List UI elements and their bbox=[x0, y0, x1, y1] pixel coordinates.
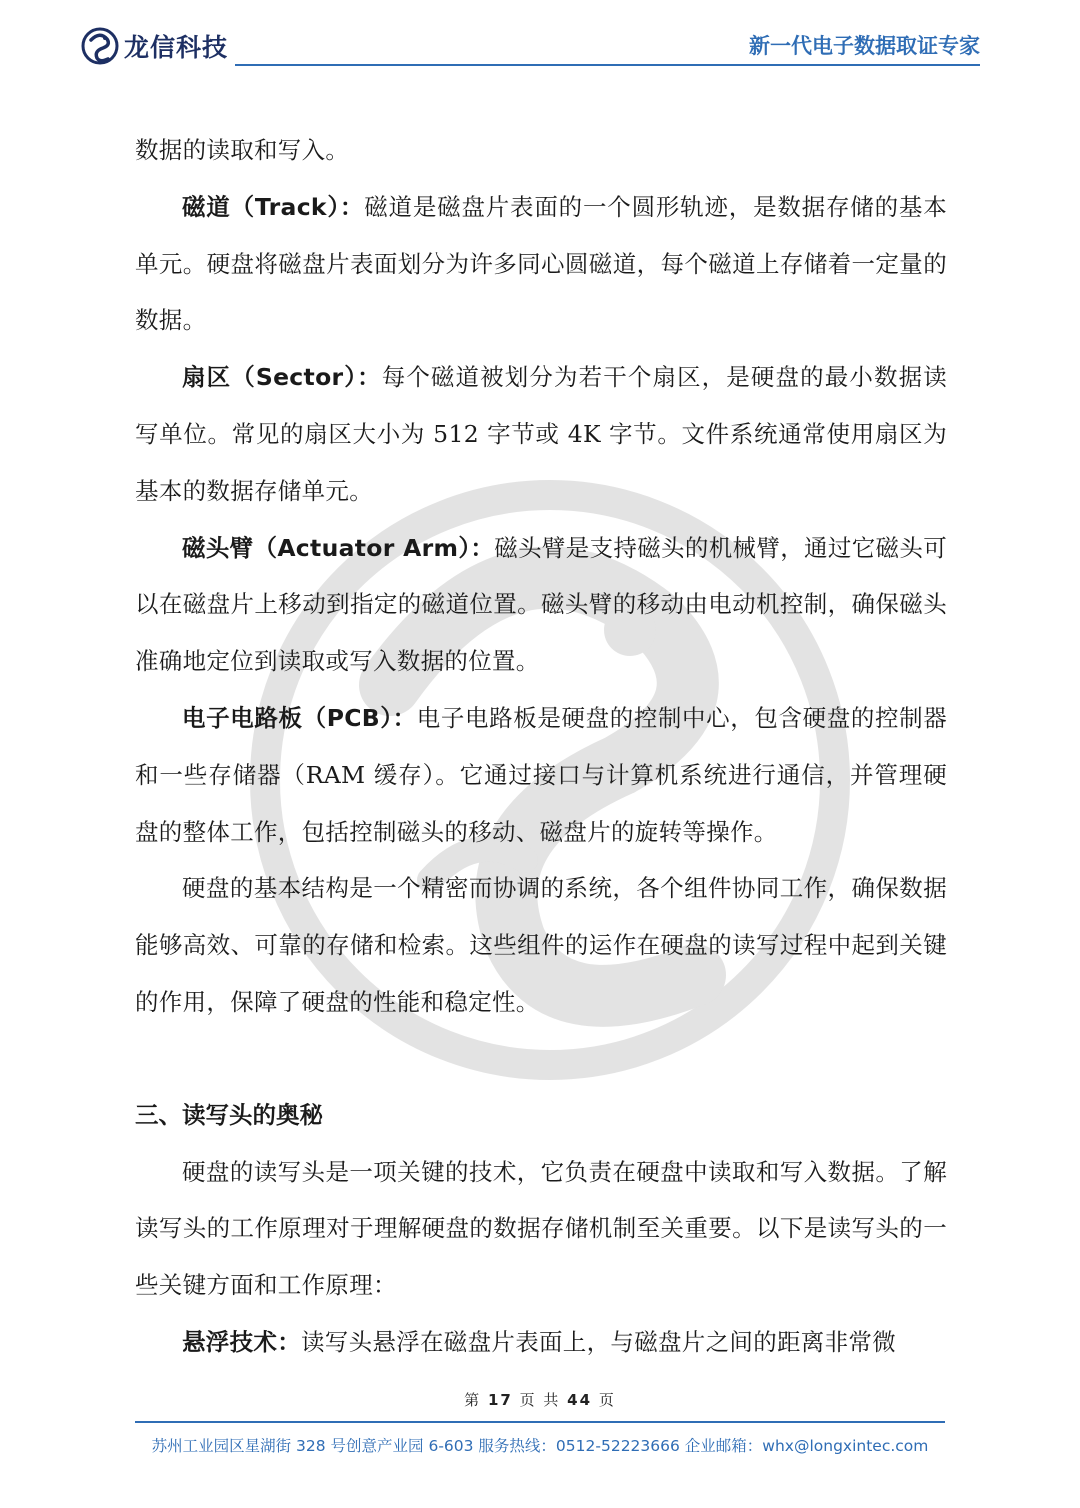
term-track: 磁道（Track）： bbox=[182, 192, 365, 221]
dragon-logo-icon bbox=[80, 26, 120, 66]
term-flying-technology: 悬浮技术： bbox=[182, 1327, 301, 1356]
page-number bbox=[0, 1389, 1080, 1410]
header-divider bbox=[235, 64, 980, 66]
paragraph-read-write-head: 硬盘的读写头是一项关键的技术，它负责在硬盘中读取和写入数据。了解读写头的工作原理对于理解硬盘的数据存储机制至关重要。以下是读写头的一些关键方面和工作原理： bbox=[135, 1157, 947, 1300]
document-body bbox=[135, 122, 947, 1371]
paragraph-flying-technology bbox=[135, 1314, 947, 1371]
company-logo-text: 龙信科技 bbox=[124, 33, 229, 62]
paragraph-pcb bbox=[135, 690, 947, 860]
paragraph-actuator-arm bbox=[135, 520, 947, 690]
page-middle: 页 共 bbox=[519, 1391, 561, 1409]
footer-contact: 苏州工业园区星湖街 328 号创意产业园 6-603 服务热线：0512-52223666 企业邮箱：whx@longxintec.com bbox=[151, 1437, 929, 1455]
term-sector: 扇区（Sector）： bbox=[182, 363, 382, 392]
page-header bbox=[80, 26, 980, 70]
definition-flying-technology: 读写头悬浮在磁盘片表面上，与磁盘片之间的距离非常微 bbox=[301, 1327, 896, 1356]
page-current: 17 bbox=[487, 1391, 513, 1409]
term-actuator-arm: 磁头臂（Actuator Arm）： bbox=[182, 533, 495, 562]
definition-pcb: 电子电路板是硬盘的控制中心，包含硬盘的控制器和一些存储器（RAM 缓存）。它通过接口与计算机系统进行通信，并管理硬盘的整体工作，包括控制磁头的移动、磁盘片的旋转等操作。 bbox=[135, 703, 947, 846]
definition-actuator-arm: 磁头臂是支持磁头的机械臂，通过它磁头可以在磁盘片上移动到指定的磁道位置。磁头臂的移动由电动机控制，确保磁头准确地定位到读取或写入数据的位置。 bbox=[135, 533, 947, 676]
footer-divider bbox=[135, 1421, 945, 1423]
term-pcb: 电子电路板（PCB）： bbox=[182, 703, 417, 732]
paragraph: 数据的读取和写入。 bbox=[135, 136, 350, 164]
paragraph-sector bbox=[135, 349, 947, 519]
definition-track: 磁道是磁盘片表面的一个圆形轨迹，是数据存储的基本单元。硬盘将磁盘片表面划分为许多同心圆磁道，每个磁道上存储着一定量的数据。 bbox=[135, 192, 947, 335]
page-prefix: 第 bbox=[464, 1391, 482, 1409]
page-suffix: 页 bbox=[598, 1391, 616, 1409]
paragraph-summary: 硬盘的基本结构是一个精密而协调的系统，各个组件协同工作，确保数据能够高效、可靠的存储和检索。这些组件的运作在硬盘的读写过程中起到关键的作用，保障了硬盘的性能和稳定性。 bbox=[135, 874, 947, 1016]
company-slogan: 新一代电子数据取证专家 bbox=[749, 34, 980, 58]
definition-sector: 每个磁道被划分为若干个扇区，是硬盘的最小数据读写单位。常见的扇区大小为 512 字节或 4K 字节。文件系统通常使用扇区为基本的数据存储单元。 bbox=[135, 363, 948, 505]
section-heading: 三、读写头的奥秘 bbox=[135, 1100, 323, 1129]
paragraph-track bbox=[135, 179, 947, 349]
page-total: 44 bbox=[567, 1391, 593, 1409]
